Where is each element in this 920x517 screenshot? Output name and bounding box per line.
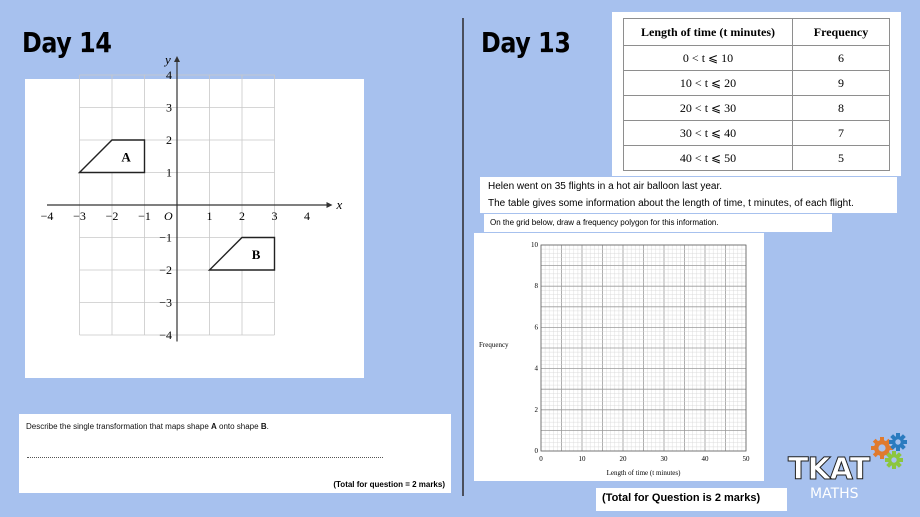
frequency-table-panel	[612, 12, 901, 176]
question-text: Describe the single transformation that maps shape A onto shape B.	[26, 422, 269, 431]
graph-x-label: Length of time (t minutes)	[606, 469, 681, 477]
gear-blue	[889, 433, 907, 451]
info-text-panel	[480, 177, 897, 213]
graph-y-tick: 8	[534, 282, 538, 291]
table-row: 0 < t ⩽ 10 6	[624, 46, 890, 71]
y-axis-label: y	[165, 52, 171, 67]
total-panel	[596, 488, 787, 511]
frequency-graph-panel	[474, 233, 764, 481]
y-tick-label: 3	[166, 100, 172, 115]
x-tick-label: −2	[105, 209, 119, 223]
x-axis-label: x	[336, 197, 343, 212]
y-tick-label: 2	[166, 133, 172, 147]
table-row: 10 < t ⩽ 20 9	[624, 71, 890, 96]
info-text-1: Helen went on 35 flights in a hot air balloon last year.	[488, 181, 723, 192]
table-row: 30 < t ⩽ 40 7	[624, 121, 890, 146]
graph-x-tick: 30	[660, 455, 668, 463]
info-text-2: The table gives some information about the length of time, t minutes, of each flight.	[488, 198, 854, 209]
day-13-title: Day 13	[481, 26, 571, 59]
coordinate-grid-panel	[25, 52, 364, 378]
x-tick-label: 1	[206, 209, 213, 223]
shape-a	[80, 140, 145, 173]
graph-y-tick: 4	[534, 364, 538, 373]
gear-green	[885, 451, 903, 469]
x-tick-label: 2	[239, 209, 245, 223]
instruction-text: On the grid below, draw a frequency polygon for this information.	[490, 218, 719, 227]
divider	[462, 18, 464, 496]
origin-label: O	[164, 209, 173, 223]
graph-x-tick: 10	[578, 455, 586, 463]
table-row: 40 < t ⩽ 50 5	[624, 146, 890, 171]
x-tick-label: −3	[73, 209, 86, 223]
y-tick-label: 4	[166, 68, 172, 82]
shape-a-label: A	[121, 149, 131, 165]
table-header-time: Length of time (t minutes)	[624, 19, 793, 46]
y-tick-label: −2	[159, 263, 172, 277]
x-tick-label: 4	[304, 209, 310, 223]
shape-b	[210, 238, 275, 271]
table-header-frequency: Frequency	[793, 19, 890, 46]
graph-y-tick: 2	[534, 405, 538, 414]
graph-x-tick: 40	[701, 455, 709, 463]
graph-x-tick: 0	[539, 455, 543, 463]
coordinate-grid	[25, 52, 364, 378]
question-panel	[19, 414, 451, 493]
graph-y-tick: 0	[534, 447, 538, 455]
tkat-logo	[786, 430, 916, 510]
shape-b-ref: B	[260, 422, 267, 431]
total-marks: (Total for question = 2 marks)	[333, 480, 445, 489]
graph-grid	[541, 245, 746, 451]
graph-y-label: Frequency	[479, 341, 509, 349]
x-arrow	[327, 202, 333, 208]
logo-name: TKAT	[788, 452, 870, 487]
table-row: 20 < t ⩽ 30 8	[624, 96, 890, 121]
graph-x-tick: 20	[619, 455, 627, 463]
logo-sub: MATHS	[810, 486, 859, 502]
y-tick-label: −3	[159, 295, 172, 310]
answer-line[interactable]	[27, 457, 383, 458]
x-tick-label: −1	[138, 209, 151, 223]
y-arrow	[174, 56, 180, 62]
total-marks-right: (Total for Question is 2 marks)	[602, 492, 761, 504]
graph-y-tick: 6	[534, 323, 538, 332]
shape-b-label: B	[251, 246, 261, 262]
frequency-graph[interactable]	[474, 233, 764, 481]
instruction-panel	[484, 214, 832, 232]
shape-a-ref: A	[210, 422, 217, 431]
y-tick-label: −4	[159, 328, 172, 342]
x-tick-label: −4	[40, 209, 54, 223]
y-tick-label: −1	[159, 230, 172, 245]
graph-y-tick: 10	[531, 241, 538, 249]
day-14-title: Day 14	[22, 26, 112, 59]
y-tick-label: 1	[166, 165, 172, 180]
x-tick-label: 3	[271, 209, 278, 223]
graph-x-tick: 50	[742, 455, 750, 463]
frequency-table	[623, 18, 890, 171]
